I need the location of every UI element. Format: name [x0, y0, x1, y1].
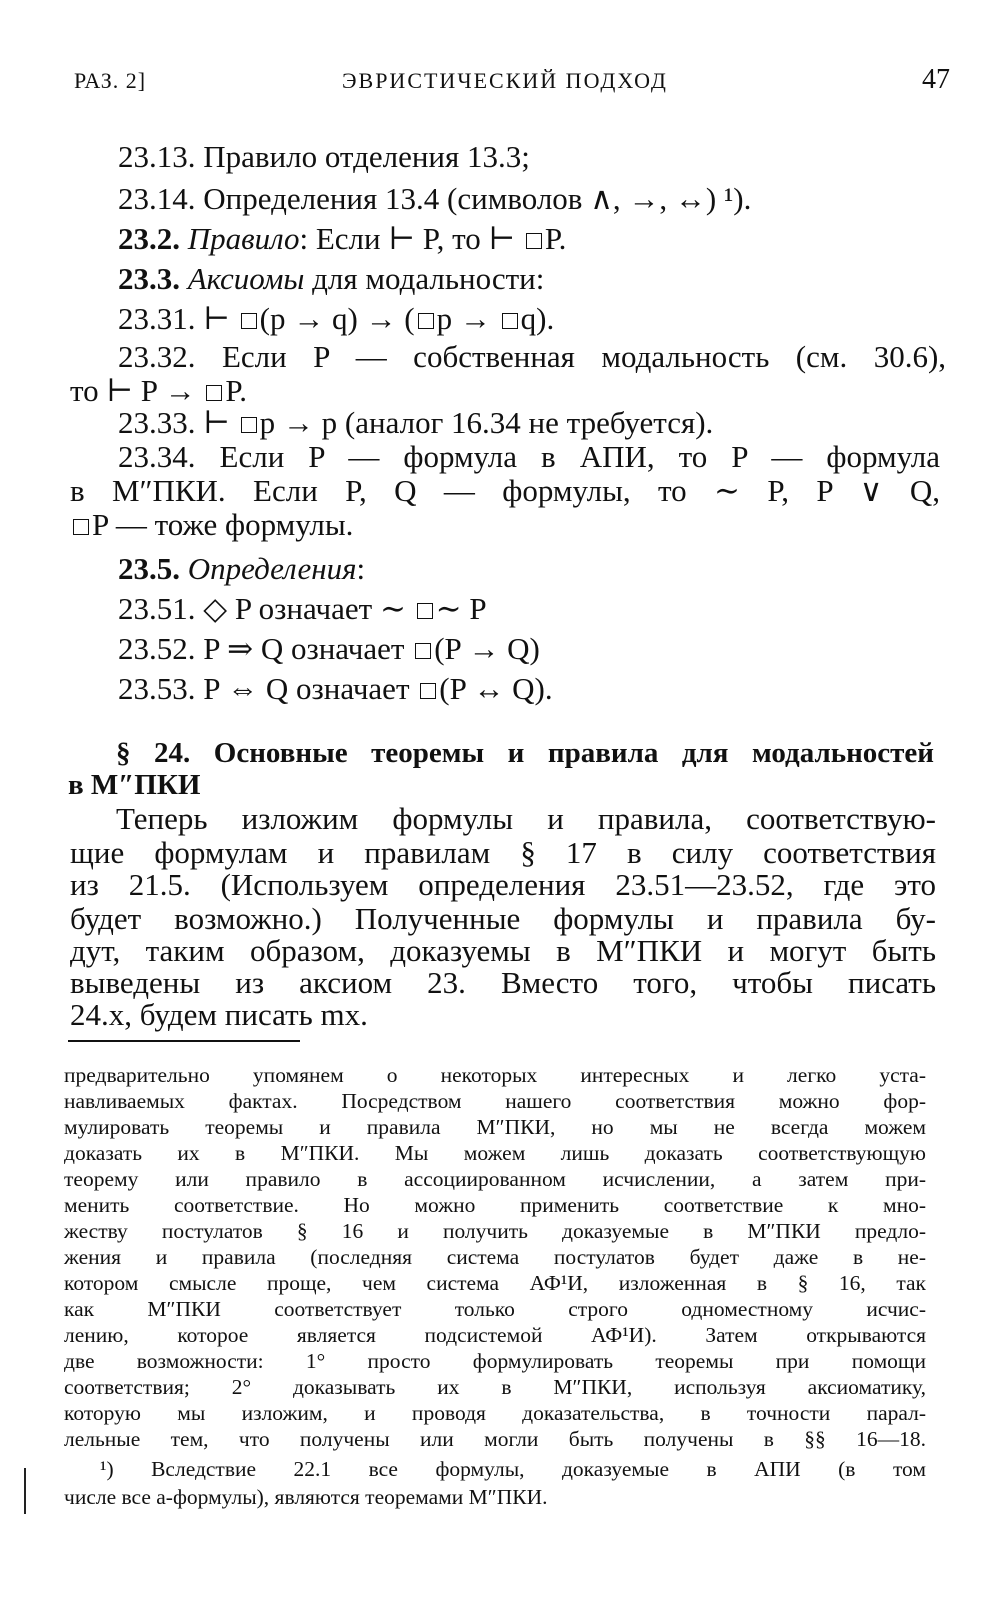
necessity-box-icon — [206, 385, 222, 401]
item-text: Если P — формула в АПИ, то P — формула — [219, 439, 941, 474]
item-number: 23.33. — [118, 405, 196, 440]
item-23-13 — [118, 140, 530, 174]
paragraph-line-3: из 21.5. (Используем определения 23.51—23.52, где это — [70, 867, 936, 902]
necessity-box-icon — [418, 313, 434, 329]
formula-part: ∼ P — [435, 591, 487, 626]
item-23-32-line2 — [70, 374, 247, 408]
item-number: 23.53. — [118, 671, 196, 706]
item-text: p → p (аналог 16.34 не требуется). — [259, 405, 714, 440]
item-number: 23.51. — [118, 591, 196, 626]
item-number: 23.52. — [118, 631, 196, 666]
paragraph-line-7: 24.x, будем писать mx. — [70, 997, 368, 1032]
paragraph-line-1: Теперь изложим формулы и правила, соответствую- — [116, 801, 936, 836]
item-23-3 — [118, 262, 544, 296]
item-text: P — тоже формулы. — [92, 507, 354, 542]
necessity-box-icon — [241, 313, 257, 329]
item-23-53 — [118, 672, 553, 706]
necessity-box-icon — [73, 519, 89, 535]
item-23-34-line3 — [70, 508, 353, 542]
item-tail: P. — [544, 221, 567, 256]
chapter-ref: РАЗ. 2] — [74, 68, 147, 93]
footnote-line: предварительно упомянем о некоторых интересных и легко уста- — [64, 1063, 926, 1087]
section-title-line1: § 24. Основные теоремы и правила для модальностей — [116, 737, 934, 769]
item-23-33 — [118, 406, 713, 440]
item-text: то ⊢ P → — [70, 373, 204, 408]
footnote-line: котором смысле проще, чем система АФ¹И, изложенная в § 16, так — [64, 1271, 926, 1295]
necessity-box-icon — [241, 417, 257, 433]
item-23-31 — [118, 302, 554, 336]
footnote-1-line1: ¹) Вследствие 22.1 все формулы, доказуемые в АПИ (в том — [100, 1457, 926, 1481]
formula-part: ◇ P означает ∼ — [203, 591, 414, 626]
page-number: 47 — [922, 64, 950, 95]
necessity-box-icon — [415, 643, 431, 659]
footnote-line: жения и правила (последняя система постулатов будет даже в не- — [64, 1245, 926, 1269]
section-title-line2: в M″ПКИ — [68, 769, 201, 801]
necessity-box-icon — [526, 233, 542, 249]
item-text: : Если ⊢ P, то ⊢ — [299, 221, 523, 256]
item-text: P. — [225, 373, 247, 408]
margin-mark — [24, 1468, 30, 1514]
item-23-32-line1 — [118, 340, 946, 374]
item-23-34-line1 — [118, 440, 940, 474]
footnote-line: две возможности: 1° просто формулировать теоремы при помощи — [64, 1349, 926, 1373]
item-23-5 — [118, 552, 365, 586]
formula-part: (p → q) → ( — [259, 301, 415, 336]
footnote-line: лению, которое является подсистемой АФ¹И). Затем открываются — [64, 1323, 926, 1347]
footnote-line: соответствия; 2° доказывать их в M″ПКИ, используя аксиоматику, — [64, 1375, 926, 1399]
necessity-box-icon — [502, 313, 518, 329]
paragraph-line-6: выведены из аксиом 23. Вместо того, чтобы писать — [70, 965, 936, 1000]
item-text: в M″ПКИ. Если P, Q — формулы, то ∼ P, P ∨ Q, — [70, 473, 940, 508]
formula-part: P ⇒ Q означает — [203, 631, 413, 666]
formula-part: q). — [520, 301, 555, 336]
item-text: Если P — собственная модальность (см. 30.6), — [221, 339, 947, 374]
footnote-line: жеству постулатов § 16 и получить доказуемые в M″ПКИ предло- — [64, 1219, 926, 1243]
footnote-line: которую мы изложим, и проводя доказательства, в точности парал- — [64, 1401, 926, 1425]
footnote-line: навливаемых фактах. Посредством нашего соответствия можно фор- — [64, 1089, 926, 1113]
item-23-51 — [118, 592, 487, 626]
item-23-34-line2 — [70, 474, 940, 508]
item-text: Правило отделения 13.3; — [203, 139, 530, 174]
paragraph-line-4: будет возможно.) Полученные формулы и правила бу- — [70, 901, 936, 936]
item-label: Правило — [187, 221, 300, 256]
item-text: : — [356, 551, 366, 586]
item-label: Определения — [187, 551, 357, 586]
footnote-line: мулировать теоремы и правила M″ПКИ, но мы не всегда можем — [64, 1115, 926, 1139]
item-number: 23.34. — [118, 439, 196, 474]
item-number: 23.3. — [118, 261, 180, 296]
item-23-14 — [118, 182, 751, 216]
running-title: ЭВРИСТИЧЕСКИЙ ПОДХОД — [342, 68, 668, 93]
footnote-separator — [68, 1040, 300, 1042]
item-number: 23.32. — [118, 339, 196, 374]
item-text: Определения 13.4 (символов ∧, →, ↔) ¹). — [203, 181, 752, 216]
item-text: для модальности: — [304, 261, 545, 296]
formula-part: (P ↔ Q). — [439, 671, 553, 706]
item-label: Аксиомы — [187, 261, 305, 296]
paragraph-line-2: щие формулам и правилам § 17 в силу соответствия — [70, 835, 936, 870]
footnote-line: как M″ПКИ соответствует только строго одноместному исчис- — [64, 1297, 926, 1321]
running-header — [74, 64, 952, 104]
item-23-2 — [118, 222, 566, 256]
footnote-line: менить соответствие. Но можно применить соответствие к мно- — [64, 1193, 926, 1217]
necessity-box-icon — [420, 683, 436, 699]
item-number: 23.13. — [118, 139, 196, 174]
paragraph-line-5: дут, таким образом, доказуемы в M″ПКИ и могут быть — [70, 933, 936, 968]
formula-part: (P → Q) — [434, 631, 540, 666]
formula-part: ⊢ — [203, 405, 238, 440]
formula-part: p → — [436, 301, 499, 336]
formula-part: P ⇔ Q означает — [203, 671, 418, 706]
footnote-line: доказать их в M″ПКИ. Мы можем лишь доказать соответствующую — [64, 1141, 926, 1165]
formula-part: ⊢ — [203, 301, 238, 336]
footnote-line: теорему или правило в ассоциированном исчислении, а затем при- — [64, 1167, 926, 1191]
item-number: 23.2. — [118, 221, 180, 256]
item-number: 23.31. — [118, 301, 196, 336]
footnote-1-line2: числе все a-формулы), являются теоремами M″ПКИ. — [64, 1485, 548, 1509]
item-number: 23.14. — [118, 181, 196, 216]
item-number: 23.5. — [118, 551, 180, 586]
item-23-52 — [118, 632, 540, 666]
necessity-box-icon — [417, 603, 433, 619]
footnote-line: лельные тем, что получены или могли быть получены в §§ 16—18. — [64, 1427, 926, 1451]
